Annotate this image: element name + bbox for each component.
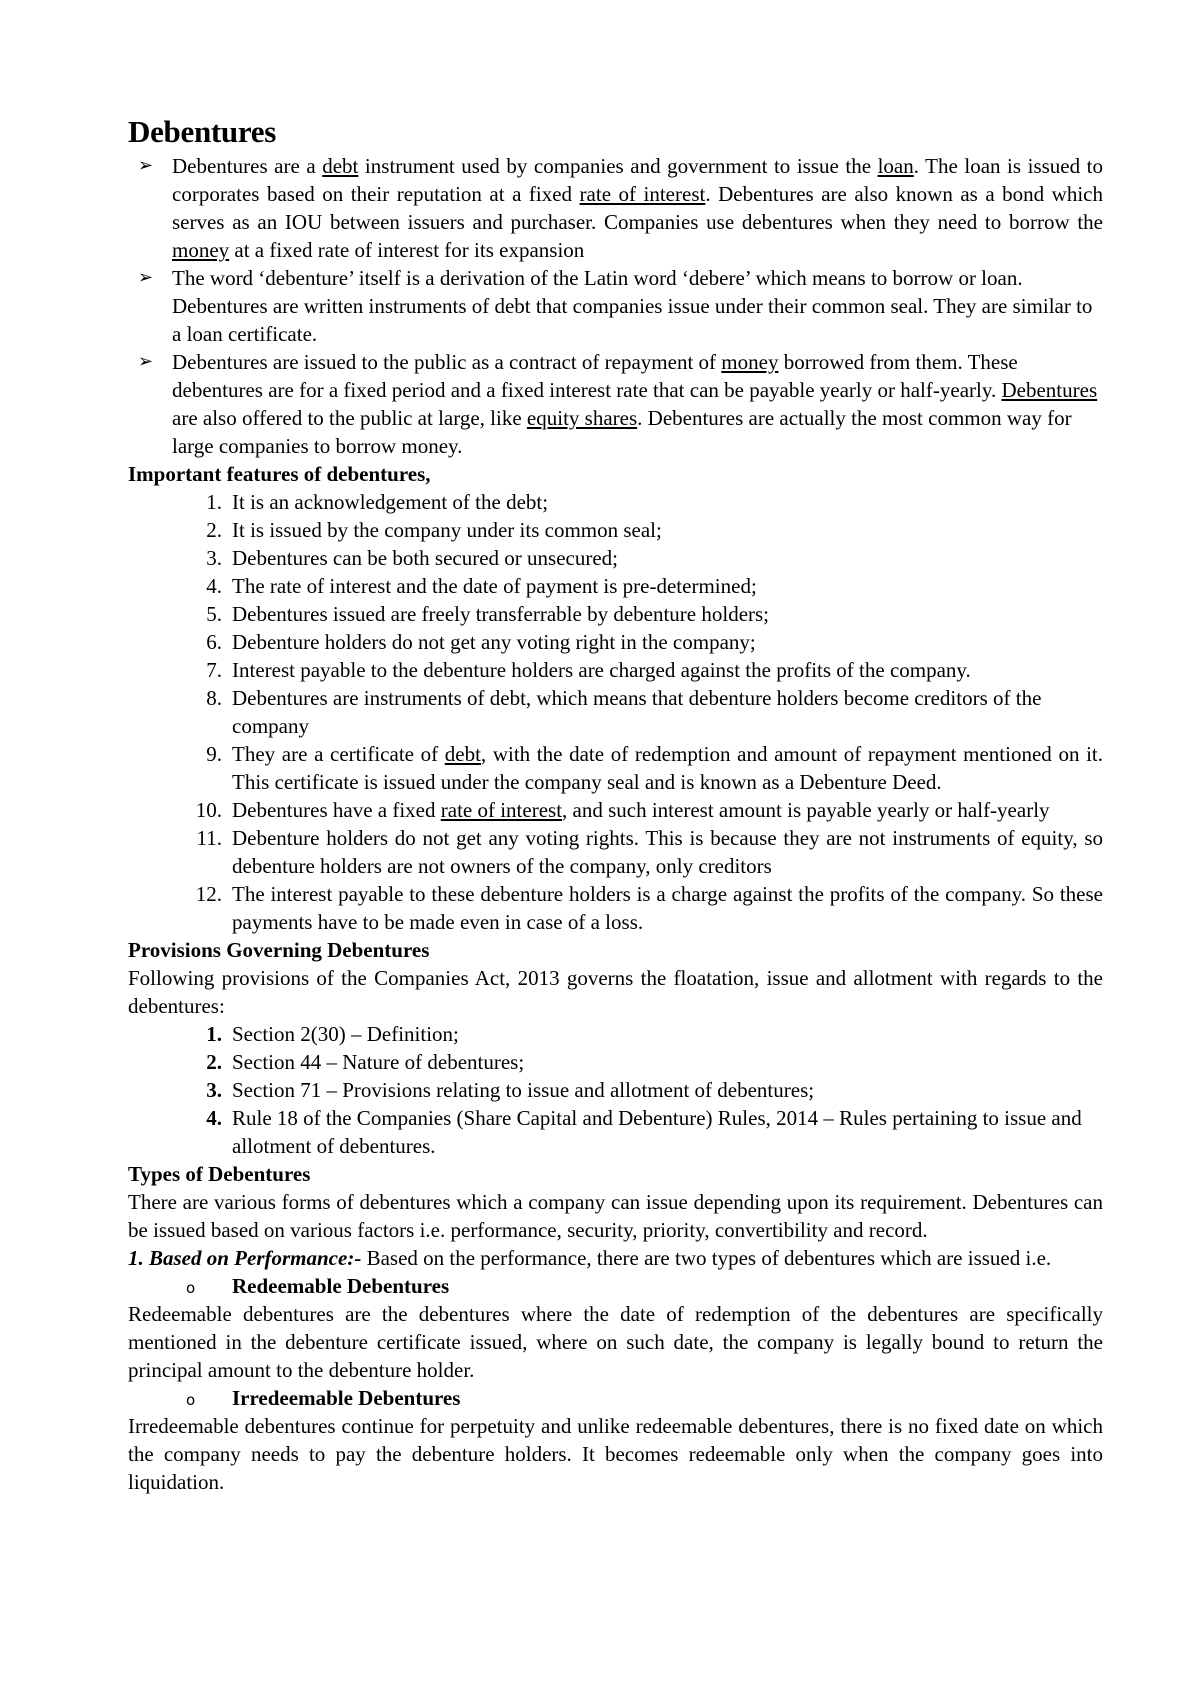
list-item: 3. Section 71 – Provisions relating to issue and allotment of debentures; <box>206 1078 815 1102</box>
list-item: 3. Debentures can be both secured or unsecured; <box>206 546 619 570</box>
intro-bullet-list <box>128 152 1103 460</box>
link-money[interactable]: money <box>721 350 779 374</box>
document-page <box>128 112 1103 1496</box>
link-loan[interactable]: loan <box>877 154 914 178</box>
list-item: 12. The interest payable to these debenture holders is a charge against the profits of the company. So these payments have to be made even in case of a loss. <box>195 882 1103 934</box>
link-equity-shares[interactable]: equity shares <box>526 406 638 430</box>
list-item: 1. Section 2(30) – Definition; <box>206 1022 459 1046</box>
types-intro: There are various forms of debentures which a company can issue depending upon its requirement. Debentures can be issued based on various factors i.e. performance, security, priority, convertibility and record. <box>128 1190 1103 1242</box>
list-item: 9. They are a certificate of debt, with the date of redemption and amount of repayment mentioned on it. This certificate is issued under the company seal and is known as a Debenture Deed. <box>206 742 1104 794</box>
features-list <box>128 488 1103 936</box>
circle-bullet-icon: o <box>186 1391 196 1409</box>
list-item: 4. The rate of interest and the date of payment is pre-determined; <box>206 574 757 598</box>
list-item: 4. Rule 18 of the Companies (Share Capital and Debenture) Rules, 2014 – Rules pertaining to issue and allotment of debentures. <box>206 1106 1082 1158</box>
intro-bullet-3: ➢ Debentures are issued to the public as a contract of repayment of money borrowed from them. These debentures are for a fixed period and a fixed interest rate that can be payable yearly or half-yearly. Debentures are also offered to the public at large, like equity shares. Debentures are actually the most common way for large companies to borrow money. <box>138 350 1098 458</box>
link-debt[interactable]: debt <box>322 154 359 178</box>
provisions-heading: Provisions Governing Debentures <box>128 938 430 962</box>
performance-label: 1. Based on Performance:- <box>128 1246 362 1270</box>
provisions-intro: Following provisions of the Companies Act, 2013 governs the floatation, issue and allotment with regards to the debentures: <box>128 966 1103 1018</box>
intro-bullet-1: ➢ Debentures are a debt instrument used by companies and government to issue the loan. The loan is issued to corporates based on their reputation at a fixed rate of interest. Debentures are also known as a bond which serves as an IOU between issuers and purchaser. Companies use debentures when they need to borrow the money at a fixed rate of interest for its expansion <box>138 154 1103 262</box>
link-rate-of-interest[interactable]: rate of interest <box>579 182 706 206</box>
arrow-bullet-icon: ➢ <box>138 155 154 176</box>
link-debt[interactable]: debt <box>444 742 481 766</box>
link-rate-of-interest[interactable]: rate of interest <box>440 798 563 822</box>
irredeemable-text: Irredeemable debentures continue for perpetuity and unlike redeemable debentures, there is no fixed date on which the company needs to pay the debenture holders. It becomes redeemable only when the company goes into liquidation. <box>128 1414 1103 1494</box>
list-item: 2. Section 44 – Nature of debentures; <box>206 1050 525 1074</box>
list-item: 6. Debenture holders do not get any voting right in the company; <box>206 630 756 654</box>
page-title: Debentures <box>128 114 276 149</box>
list-item: 5. Debentures issued are freely transferrable by debenture holders; <box>206 602 770 626</box>
list-item: 2. It is issued by the company under its common seal; <box>206 518 662 542</box>
types-heading: Types of Debentures <box>128 1162 311 1186</box>
arrow-bullet-icon: ➢ <box>138 351 154 372</box>
arrow-bullet-icon: ➢ <box>138 267 154 288</box>
intro-bullet-2: ➢ The word ‘debenture’ itself is a derivation of the Latin word ‘debere’ which means to borrow or loan. Debentures are written instruments of debt that companies issue under their common seal. They are similar to a loan certificate. <box>138 266 1093 346</box>
list-item: 7. Interest payable to the debenture holders are charged against the profits of the company. <box>206 658 971 682</box>
performance-paragraph: 1. Based on Performance:- Based on the performance, there are two types of debentures which are issued i.e. <box>128 1246 1052 1270</box>
list-item: 8. Debentures are instruments of debt, which means that debenture holders become creditors of the company <box>206 686 1042 738</box>
features-heading: Important features of debentures, <box>128 462 431 486</box>
list-item: 11. Debenture holders do not get any voting rights. This is because they are not instruments of equity, so debenture holders are not owners of the company, only creditors <box>196 826 1103 878</box>
redeemable-text: Redeemable debentures are the debentures where the date of redemption of the debentures are specifically mentioned in the debenture certificate issued, where on such date, the company is legally bound to return the principal amount to the debenture holder. <box>128 1302 1103 1382</box>
list-item: 10. Debentures have a fixed rate of interest, and such interest amount is payable yearly or half-yearly <box>195 798 1050 822</box>
list-item: 1. It is an acknowledgement of the debt; <box>206 490 549 514</box>
provisions-list <box>128 1020 1103 1160</box>
link-money[interactable]: money <box>172 238 230 262</box>
redeemable-heading: o Redeemable Debentures <box>128 1272 1103 1300</box>
circle-bullet-icon: o <box>186 1279 196 1297</box>
irredeemable-heading: o Irredeemable Debentures <box>128 1384 1103 1412</box>
link-debentures[interactable]: Debentures <box>1001 378 1098 402</box>
